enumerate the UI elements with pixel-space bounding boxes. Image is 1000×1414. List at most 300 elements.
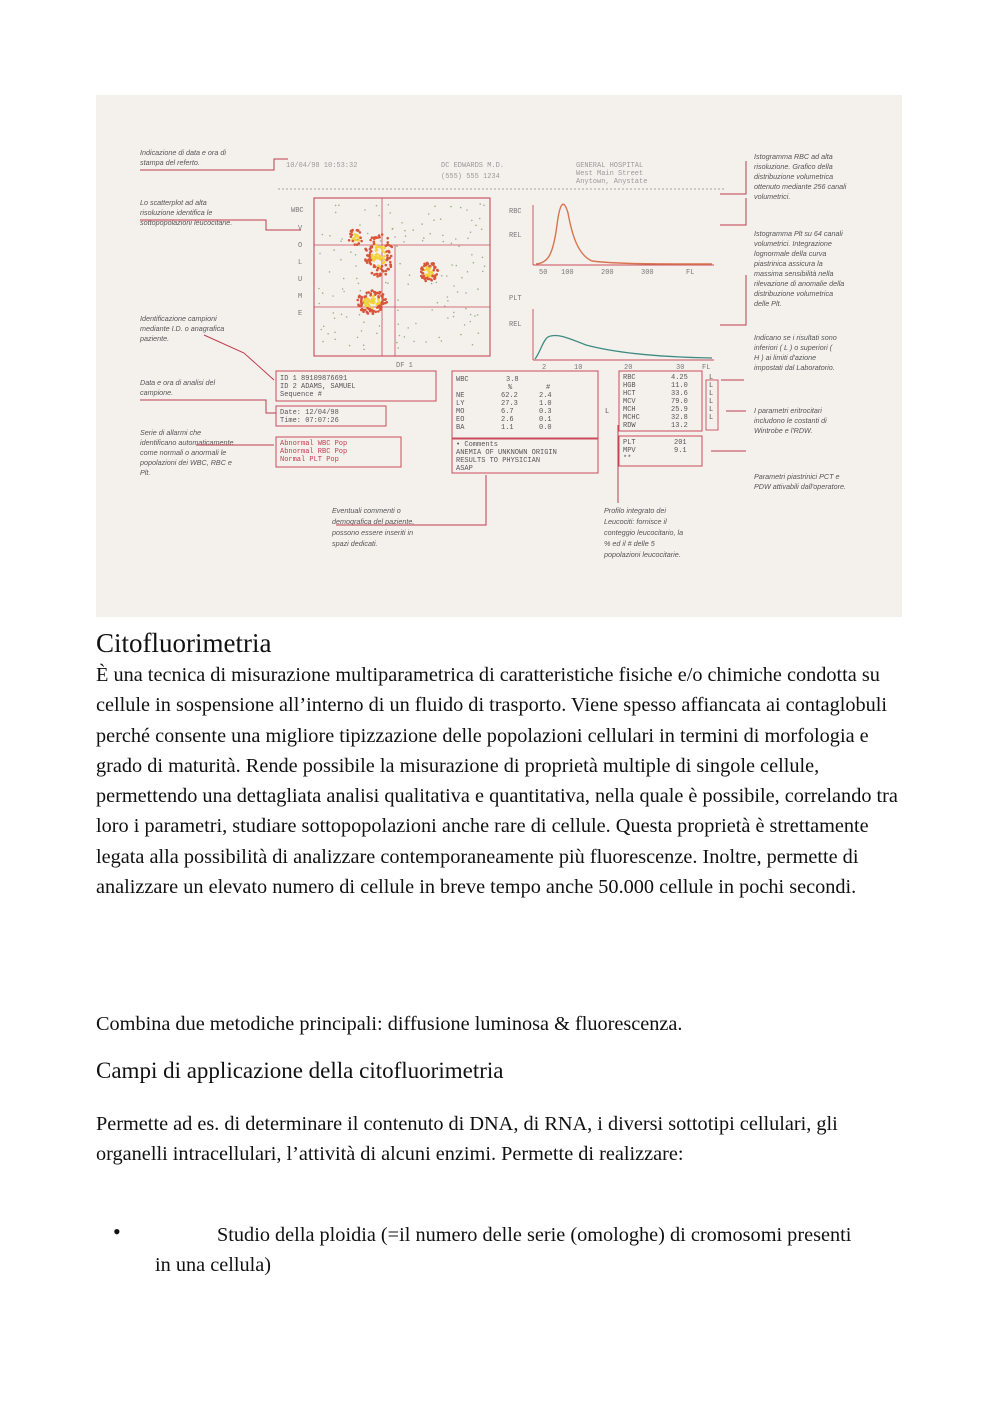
methods-paragraph: Combina due metodiche principali: diffusione luminosa & fluorescenza.: [96, 1013, 683, 1035]
scatter-noise-point: [421, 223, 423, 225]
right-annotation: Indicano se i risultati sono inferiori ( L ) o superiori ( H ) ai limiti d'azione impostati dal Laboratorio.: [754, 333, 837, 372]
scatter-point: [430, 278, 433, 281]
scatter-point: [371, 309, 374, 312]
rbc-param-label: MCV: [623, 398, 636, 406]
scatter-noise-point: [397, 299, 399, 301]
scatter-noise-point: [387, 282, 389, 284]
scatter-noise-point: [423, 237, 425, 239]
wbc-total-value: 3.8: [506, 376, 519, 384]
scatter-noise-point: [461, 277, 463, 279]
intro-paragraph: È una tecnica di misurazione multiparametrica di caratteristiche fisiche e/o chimiche condotta su cellule in sospensione all’interno di un fluido di trasporto. Viene spesso affiancata ai contaglobuli perché consente una migliore tipizzazione delle popolazioni cellulari in termini di morfologia e grado di maturità. Rende possibile la misurazione di proprietà multiple di singole cellule, permettendo una dettagliata analisi qualitativa e quantitativa, nella quale è possibile, correlando tra loro i parametri, studiare sottopopolazioni anche rare di cellule. Questa proprietà è strettamente legata alla possibilità di analizzare contemporaneamente più fluorescenze. Inoltre, permette di analizzare un elevato numero di cellule in breve tempo anche 50.000 cellule in pochi secondi.: [96, 664, 898, 899]
right-annotation: I parametri eritrocitari includono le costanti di Wintrobe e l'RDW.: [754, 406, 827, 435]
bullet-marker: •: [113, 1219, 121, 1244]
scatter-point: [427, 262, 430, 265]
scatter-x-label: DF 1: [396, 362, 413, 370]
scatter-point: [358, 242, 361, 245]
scatter-axis-letter: U: [298, 276, 303, 284]
scatter-noise-point: [470, 231, 472, 233]
scatter-point: [375, 249, 378, 252]
scatter-noise-point: [355, 254, 357, 256]
scatter-point: [381, 233, 384, 236]
patient-id-line: Sequence #: [280, 391, 323, 399]
alarms-box: [276, 437, 401, 467]
scatter-noise-point: [398, 347, 400, 349]
scatter-noise-point: [470, 314, 472, 316]
scatter-point: [348, 239, 351, 242]
scatter-noise-point: [443, 241, 445, 243]
applications-subtitle: Campi di applicazione della citofluorimetria: [96, 1058, 504, 1083]
scatter-point: [377, 267, 380, 270]
scatter-noise-point: [357, 337, 359, 339]
rbc-tick-label: 50: [539, 269, 548, 277]
scatter-noise-point: [404, 230, 406, 232]
plt-tick-label: FL: [702, 364, 711, 372]
scatter-point: [364, 258, 367, 261]
scatter-point: [428, 270, 431, 273]
scatter-point: [367, 291, 370, 294]
scatter-noise-point: [451, 264, 453, 266]
scatter-point: [366, 254, 369, 257]
scatter-point: [367, 312, 370, 315]
scatter-point: [376, 256, 379, 259]
left-annotation: Serie di allarmi che identificano automaticamente come normali o anormali le popolazioni dei WBC, RBC e Plt.: [140, 428, 234, 477]
scatter-point: [382, 270, 385, 273]
scatter-noise-point: [409, 274, 411, 276]
wbc-row-count: 0.1: [539, 416, 552, 424]
right-annotation: Istogramma Plt su 64 canali volumetrici. Integrazione lognormale della curva piastrinica assicura la massima sensibilità nella rilevazione di anomalie della distribuzione volumetrica delle Plt.: [754, 229, 845, 308]
scatter-noise-point: [440, 218, 442, 220]
wbc-row-label: MO: [456, 408, 465, 416]
scatter-noise-point: [438, 337, 440, 339]
scatter-noise-point: [467, 271, 469, 273]
scatter-noise-point: [428, 213, 430, 215]
comment-line: • Comments: [456, 441, 499, 449]
scatter-noise-point: [447, 317, 449, 319]
scatter-noise-point: [343, 278, 345, 280]
left-annotation: Identificazione campioni mediante I.D. o anagrafica paziente.: [140, 314, 225, 343]
scatter-noise-point: [477, 314, 479, 316]
scatter-noise-point: [359, 314, 361, 316]
plt-parameters-table: [619, 436, 702, 466]
scatter-point: [376, 275, 379, 278]
scatter-noise-point: [407, 283, 409, 285]
scatter-point: [386, 254, 389, 257]
scatter-point: [351, 231, 354, 234]
scatter-noise-point: [436, 282, 438, 284]
scatter-point: [356, 229, 359, 232]
scatter-point: [373, 291, 376, 294]
plt-label: PLT: [509, 295, 522, 303]
scatter-noise-point: [394, 236, 396, 238]
scatter-point: [351, 234, 354, 237]
comments-box: [452, 439, 598, 473]
scatter-point: [370, 290, 373, 293]
scatter-point: [373, 298, 376, 301]
plt-rel-label: REL: [509, 321, 522, 329]
scatter-point: [371, 272, 374, 275]
wbc-total-label: WBC: [456, 376, 469, 384]
scatter-noise-point: [464, 324, 466, 326]
scatter-point: [373, 266, 376, 269]
scatter-noise-point: [333, 249, 335, 251]
rbc-param-value: 4.25: [671, 374, 688, 382]
scatter-point: [369, 239, 372, 242]
scatter-noise-point: [389, 212, 391, 214]
scatter-point: [356, 299, 359, 302]
bottom-annotation: Eventuali commenti o demografica del paziente, possono essere inseriti in spazi dedicati.: [332, 506, 415, 548]
scatter-point: [377, 301, 380, 304]
scatter-noise-point: [405, 235, 407, 237]
left-annotation: Indicazione di data e ora di stampa del referto.: [140, 148, 226, 167]
scatter-noise-point: [379, 325, 381, 327]
scatter-noise-point: [341, 238, 343, 240]
scatter-noise-point: [446, 275, 448, 277]
scatter-noise-point: [329, 235, 331, 237]
scatter-point: [375, 246, 378, 249]
scatter-point: [390, 255, 393, 258]
scatter-point: [363, 300, 366, 303]
scatter-point: [389, 261, 392, 264]
scatter-point: [382, 262, 385, 265]
scatter-point: [369, 294, 372, 297]
scatter-point: [386, 244, 389, 247]
scatter-noise-point: [363, 344, 365, 346]
applications-paragraph: Permette ad es. di determinare il contenuto di DNA, di RNA, i diversi sottotipi cellulari, gli organelli intracellulari, l’attività di alcuni enzimi. Permette di realizzare:: [96, 1113, 838, 1166]
plt-param-value: 201: [674, 439, 687, 447]
scatter-point: [364, 309, 367, 312]
scatter-point: [385, 270, 388, 273]
rbc-tick-label: 200: [601, 269, 614, 277]
scatter-point: [431, 262, 434, 265]
wbc-row-label: NE: [456, 392, 465, 400]
scatter-point: [367, 298, 370, 301]
comment-line: ASAP: [456, 465, 473, 473]
scatter-noise-point: [441, 275, 443, 277]
header-hospital: GENERAL HOSPITAL: [576, 162, 644, 170]
scatter-noise-point: [334, 332, 336, 334]
scatter-noise-point: [388, 204, 390, 206]
scatter-point: [364, 305, 367, 308]
scatter-point: [428, 265, 431, 268]
scatter-noise-point: [465, 292, 467, 294]
wbc-flag: L: [605, 408, 610, 416]
scatter-point: [352, 240, 355, 243]
header-town: Anytown, Anystate: [576, 178, 648, 186]
rbc-param-label: HCT: [623, 390, 636, 398]
scatter-noise-point: [457, 291, 459, 293]
rbc-histogram: [509, 204, 714, 277]
wbc-row-label: LY: [456, 400, 465, 408]
bullet-item-text: Studio della ploidia (=il numero delle serie (omologhe) di cromosomi presenti in una cellula): [155, 1224, 852, 1277]
alarm-line: Normal PLT Pop: [280, 456, 339, 464]
scatter-noise-point: [380, 240, 382, 242]
header-phone: (555) 555 1234: [441, 173, 500, 181]
scatter-noise-point: [399, 263, 401, 265]
scatter-noise-point: [355, 265, 357, 267]
scatter-noise-point: [349, 345, 351, 347]
scatter-noise-point: [335, 205, 337, 207]
scatter-point: [358, 296, 361, 299]
scatter-point: [354, 243, 357, 246]
rbc-param-label: HGB: [623, 382, 636, 390]
scatter-noise-point: [460, 334, 462, 336]
scatter-point: [377, 298, 380, 301]
scatter-point: [386, 257, 389, 260]
scatter-noise-point: [322, 292, 324, 294]
plt-tick-label: 10: [574, 364, 583, 372]
wbc-row-count: 1.0: [539, 400, 552, 408]
scatter-noise-point: [442, 235, 444, 237]
scatter-point: [383, 255, 386, 258]
scatter-axis-letter: E: [298, 310, 303, 318]
scatter-noise-point: [378, 215, 380, 217]
scatter-point: [375, 292, 378, 295]
scatter-point: [366, 301, 369, 304]
scatter-axis-letter: O: [298, 242, 303, 250]
rbc-label: RBC: [509, 208, 522, 216]
scatter-point: [354, 239, 357, 242]
alarm-line: Abnormal RBC Pop: [280, 448, 348, 456]
scatter-noise-point: [392, 228, 394, 230]
scatter-point: [364, 248, 367, 251]
scatter-noise-point: [482, 257, 484, 259]
scatter-axis-letter: L: [298, 259, 303, 267]
rbc-param-value: 79.0: [671, 398, 688, 406]
scatter-noise-point: [335, 212, 337, 214]
scatter-noise-point: [376, 205, 378, 207]
scatter-noise-point: [376, 333, 378, 335]
analysis-date-box: [276, 406, 386, 426]
rbc-param-flag: L: [709, 382, 714, 390]
scatter-noise-point: [434, 205, 436, 207]
scatter-noise-point: [477, 288, 479, 290]
scatter-y-label: WBC: [291, 207, 304, 215]
rbc-param-label: MCHC: [623, 414, 640, 422]
left-annotation: Lo scatterplot ad alta risoluzione identifica le sottopopolazioni leucocitarie.: [140, 198, 233, 227]
scatter-point: [375, 237, 378, 240]
scatter-noise-point: [465, 308, 467, 310]
scatter-point: [361, 308, 364, 311]
report-illustration: [96, 95, 902, 617]
scatter-noise-point: [484, 265, 486, 267]
scatter-point: [386, 301, 389, 304]
scatter-noise-point: [455, 238, 457, 240]
plt-param-value: 9.1: [674, 447, 687, 455]
scatter-noise-point: [350, 251, 352, 253]
scatter-point: [389, 263, 392, 266]
rbc-param-value: 13.2: [671, 422, 688, 430]
scatter-noise-point: [431, 283, 433, 285]
scatter-point: [421, 272, 424, 275]
scatter-noise-point: [458, 246, 460, 248]
scatter-noise-point: [358, 283, 360, 285]
scatter-point: [378, 234, 381, 237]
scatter-noise-point: [364, 209, 366, 211]
scatter-point: [373, 242, 376, 245]
scatter-noise-point: [399, 335, 401, 337]
scatter-point: [422, 268, 425, 271]
scatter-noise-point: [433, 219, 435, 221]
scatter-noise-point: [334, 318, 336, 320]
right-annotation: Parametri piastrinici PCT e PDW attivabili dall'operatore.: [754, 472, 847, 491]
scatter-noise-point: [415, 323, 417, 325]
scatter-noise-point: [444, 305, 446, 307]
callout-lines: [140, 159, 746, 525]
rbc-param-flag: L: [709, 398, 714, 406]
wbc-row-percent: 2.6: [501, 416, 514, 424]
scatter-noise-point: [334, 339, 336, 341]
rbc-tick-label: FL: [686, 269, 695, 277]
scatter-noise-point: [481, 229, 483, 231]
scatter-point: [387, 250, 390, 253]
scatter-noise-point: [453, 285, 455, 287]
scatter-noise-point: [425, 341, 427, 343]
wbc-count-header: #: [546, 384, 551, 392]
scatter-point: [381, 265, 384, 268]
scatter-point: [379, 273, 382, 276]
patient-id-box: [276, 371, 436, 401]
scatter-noise-point: [422, 240, 424, 242]
hematology-report-figure: [96, 95, 902, 617]
scatter-point: [359, 305, 362, 308]
scatter-noise-point: [340, 259, 342, 261]
scatter-noise-point: [475, 225, 477, 227]
scatter-point: [381, 295, 384, 298]
alarm-line: Abnormal WBC Pop: [280, 440, 348, 448]
scatter-noise-point: [396, 342, 398, 344]
scatter-noise-point: [321, 329, 323, 331]
rbc-param-value: 25.9: [671, 406, 688, 414]
wbc-row-count: 0.3: [539, 408, 552, 416]
scatter-noise-point: [470, 321, 472, 323]
rbc-param-flag: L: [709, 406, 714, 414]
scatter-point: [360, 297, 363, 300]
plt-tick-label: 20: [624, 364, 633, 372]
scatter-noise-point: [367, 233, 369, 235]
wbc-scatterplot: [291, 198, 490, 370]
scatter-point: [369, 251, 372, 254]
scatter-point: [371, 255, 374, 258]
scatter-point: [373, 301, 376, 304]
comment-line: ANEMIA OF UNKNOWN ORIGIN: [456, 449, 557, 457]
plt-param-label: **: [623, 455, 632, 463]
bottom-annotation: Profilo integrato dei Leucociti: fornisce il conteggio leucocitario, la % ed il # delle 5 popolazioni leucocitarie.: [604, 506, 684, 559]
rbc-param-value: 33.6: [671, 390, 688, 398]
scatter-point: [372, 260, 375, 263]
scatter-point: [367, 303, 370, 306]
scatter-noise-point: [397, 310, 399, 312]
header-doctor: DC EDWARDS M.D.: [441, 162, 505, 170]
scatter-noise-point: [467, 238, 469, 240]
scatter-noise-point: [412, 229, 414, 231]
scatter-noise-point: [332, 295, 334, 297]
rbc-tick-label: 300: [641, 269, 654, 277]
scatter-noise-point: [342, 288, 344, 290]
header-street: West Main Street: [576, 170, 644, 178]
scatter-noise-point: [404, 336, 406, 338]
rbc-rel-label: REL: [509, 232, 522, 240]
rbc-tick-label: 100: [561, 269, 574, 277]
scatter-noise-point: [318, 303, 320, 305]
wbc-row-percent: 1.1: [501, 424, 514, 432]
wbc-row-label: EO: [456, 416, 465, 424]
scatter-noise-point: [466, 209, 468, 211]
scatter-noise-point: [346, 316, 348, 318]
right-annotation: Istogramma RBC ad alta risoluzione. Grafico della distribuzione volumetrica ottenuto mediante 256 canali volumetrici.: [754, 152, 847, 201]
scatter-noise-point: [381, 319, 383, 321]
rbc-param-value: 32.8: [671, 414, 688, 422]
scatter-point: [431, 275, 434, 278]
scatter-noise-point: [363, 321, 365, 323]
scatter-noise-point: [474, 315, 476, 317]
scatter-noise-point: [472, 344, 474, 346]
scatter-noise-point: [441, 340, 443, 342]
rbc-param-label: MCH: [623, 406, 636, 414]
scatter-noise-point: [473, 262, 475, 264]
scatter-point: [384, 298, 387, 301]
scatter-noise-point: [471, 220, 473, 222]
scatter-point: [370, 300, 373, 303]
scatter-noise-point: [398, 324, 400, 326]
scatter-noise-point: [357, 239, 359, 241]
scatter-noise-point: [460, 207, 462, 209]
scatter-noise-point: [437, 302, 439, 304]
scatter-point: [380, 305, 383, 308]
scatter-point: [357, 303, 360, 306]
scatter-noise-point: [340, 240, 342, 242]
scatter-point: [387, 241, 390, 244]
plt-param-label: MPV: [623, 447, 636, 455]
rbc-param-label: RDW: [623, 422, 636, 430]
patient-id-line: ID 1 89109876691: [280, 375, 348, 383]
scatter-noise-point: [482, 271, 484, 273]
scatter-point: [368, 258, 371, 261]
header-datetime: 10/04/98 10:53:32: [286, 162, 358, 170]
plt-tick-label: 30: [676, 364, 685, 372]
scatter-noise-point: [450, 206, 452, 208]
scatter-point: [383, 258, 386, 261]
scatter-noise-point: [359, 224, 361, 226]
wbc-row-label: BA: [456, 424, 465, 432]
scatter-noise-point: [327, 333, 329, 335]
scatter-noise-point: [322, 234, 324, 236]
scatter-noise-point: [447, 296, 449, 298]
scatter-noise-point: [385, 282, 387, 284]
scatter-noise-point: [361, 330, 363, 332]
scatter-noise-point: [447, 300, 449, 302]
scatter-noise-point: [407, 327, 409, 329]
scatter-point: [428, 273, 431, 276]
wbc-row-count: 0.0: [539, 424, 552, 432]
rbc-param-flag: L: [709, 390, 714, 398]
scatter-noise-point: [479, 218, 481, 220]
scatter-point: [386, 237, 389, 240]
scatter-point: [372, 295, 375, 298]
scatter-point: [420, 275, 423, 278]
scatter-point: [370, 263, 373, 266]
scatter-noise-point: [456, 265, 458, 267]
scatter-noise-point: [394, 340, 396, 342]
scatter-noise-point: [478, 332, 480, 334]
scatter-point: [387, 268, 390, 271]
wbc-row-percent: 27.3: [501, 400, 518, 408]
rbc-parameters-table: [619, 371, 718, 431]
rbc-param-value: 11.0: [671, 382, 688, 390]
bullet-item-ploidy: [155, 1220, 855, 1281]
scatter-noise-point: [451, 243, 453, 245]
scatter-point: [437, 269, 440, 272]
wbc-percent-header: %: [508, 384, 513, 392]
